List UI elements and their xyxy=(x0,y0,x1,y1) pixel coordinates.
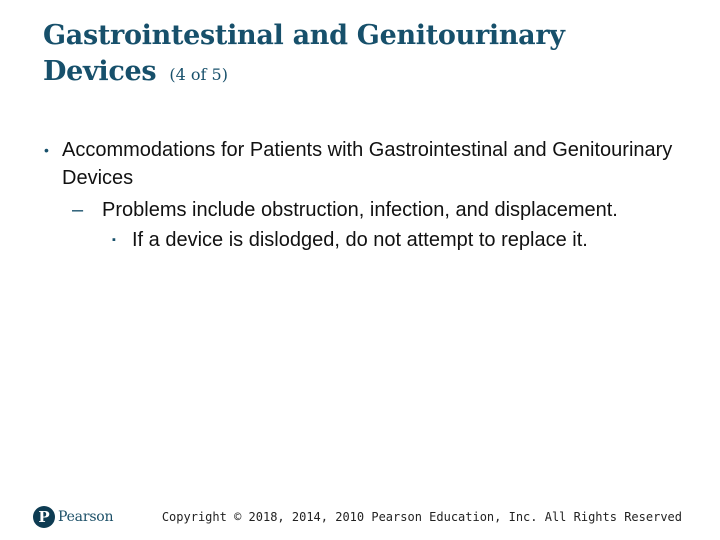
pearson-logo-letter: P xyxy=(38,508,50,526)
bullet-text: Accommodations for Patients with Gastrointestinal and Genitourinary Devices xyxy=(62,139,673,189)
pearson-logo-text: Pearson xyxy=(58,509,114,525)
bullet-text: Problems include obstruction, infection, and displacement. xyxy=(102,199,618,221)
bullet-dot-icon: • xyxy=(44,142,49,158)
slide-title-suffix: (4 of 5) xyxy=(169,65,228,84)
pearson-logo xyxy=(33,504,113,530)
bullet-dash-icon: – xyxy=(72,199,84,221)
pearson-logo-icon xyxy=(33,506,55,528)
slide-title xyxy=(43,18,683,93)
bullet-level-3 xyxy=(44,226,694,254)
slide-footer xyxy=(0,500,720,534)
slide-title-text: Gastrointestinal and Genitourinary Devices xyxy=(43,20,565,87)
bullet-level-2 xyxy=(44,196,694,224)
bullet-square-icon: ▪ xyxy=(112,234,116,246)
bullet-level-1 xyxy=(44,136,694,192)
bullet-text: If a device is dislodged, do not attempt to replace it. xyxy=(132,229,588,251)
slide-body xyxy=(44,136,694,254)
copyright-notice: Copyright © 2018, 2014, 2010 Pearson Education, Inc. All Rights Reserved xyxy=(161,510,682,524)
